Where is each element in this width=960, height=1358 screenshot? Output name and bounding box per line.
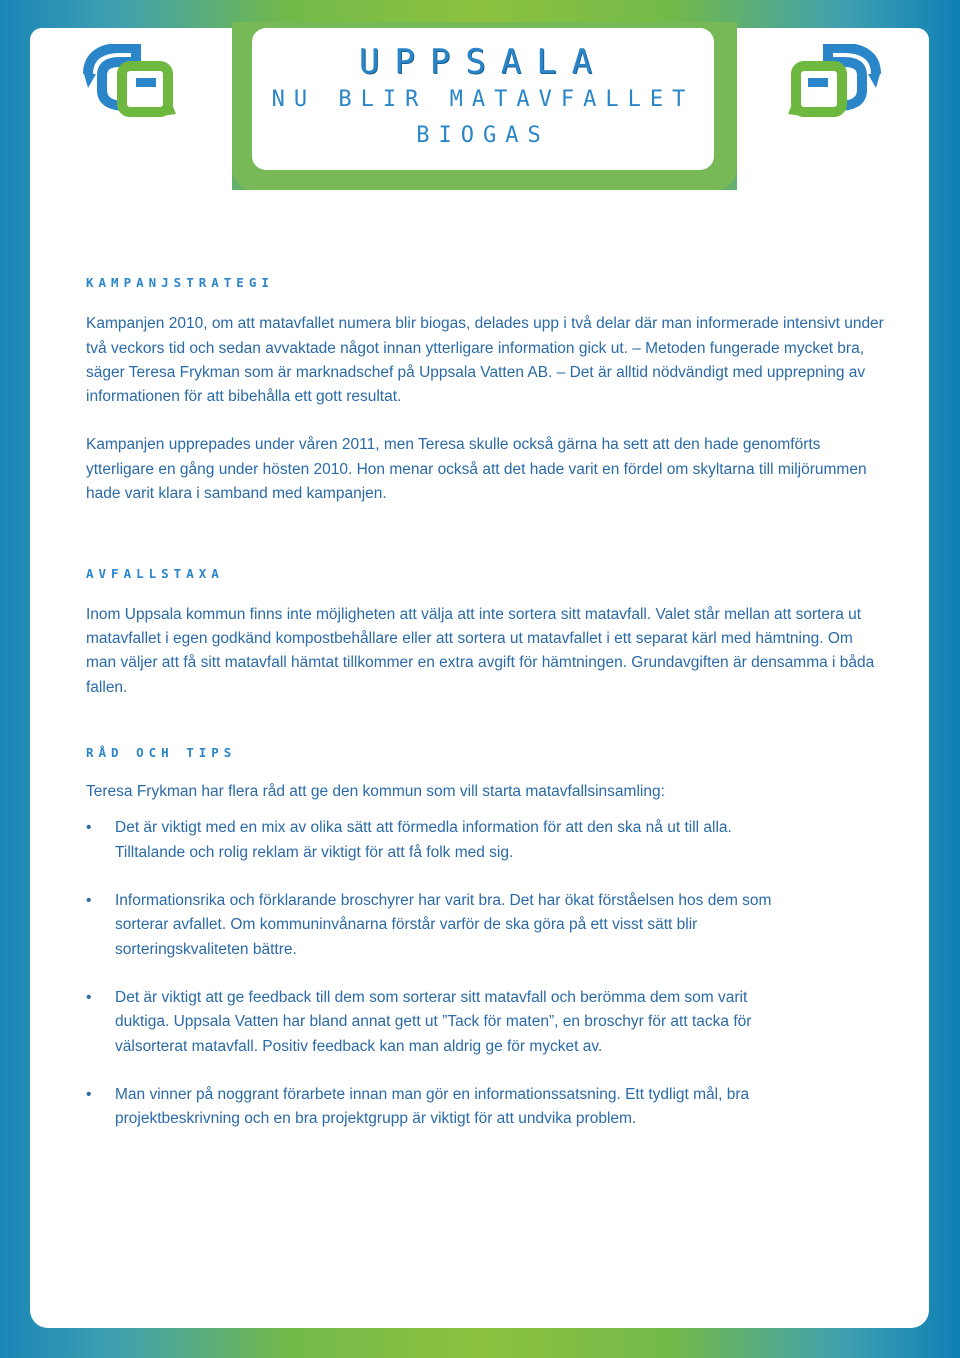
section-heading-kampanjstrategi: KAMPANJSTRATEGI (86, 275, 274, 290)
list-item-text: Informationsrika och förklarande broschyrer har varit bra. Det har ökat förståelsen hos dem som sorterar avfallet. Om kommuninvånarna förstår varför de ska göra på ett visst sätt blir sorteringskvaliteten bättre. (115, 892, 772, 958)
list-item (86, 816, 776, 865)
list-item-text: Man vinner på noggrant förarbete innan man gör en informationssatsning. Ett tydligt mål, bra projektbeskrivning och en bra projektgrupp är viktigt för att undvika problem. (115, 1085, 750, 1128)
kampanj-paragraph-2: Kampanjen upprepades under våren 2011, men Teresa skulle också gärna ha sett att den hade genomförts ytterligare en gång under hösten 2010. Hon menar också att det hade varit en fördel om skyltarna till miljörummen hade varit klara i samband med kampanjen. (86, 436, 867, 503)
title-box (252, 28, 714, 170)
page-title: UPPSALA (358, 42, 608, 82)
tips-intro: Teresa Frykman har flera råd att ge den kommun som vill starta matavfallsinsamling: (86, 783, 665, 801)
bullet-icon: • (86, 819, 92, 837)
page-subtitle-line1: NU BLIR MATAVFALLET (271, 87, 695, 112)
list-item (86, 1083, 776, 1132)
bullet-icon: • (86, 1085, 92, 1103)
avfallstaxa-paragraph: Inom Uppsala kommun finns inte möjligheten att välja att inte sortera sitt matavfall. Valet står mellan att sortera ut matavfallet i egen godkänd kompostbehållare eller att sortera ut matavfallet i ett separat kärl med hämtning. Om man väljer att få sitt matavfall hämtat tillkommer en extra avgift för hämtningen. Grundavgiften är densamma i båda fallen. (86, 605, 875, 696)
list-item (86, 986, 776, 1059)
list-item-text: Det är viktigt att ge feedback till dem som sorterar sitt matavfall och berömma dem som varit duktiga. Uppsala Vatten har bland annat gett ut ”Tack för maten”, en broschyr för att tacka för välsorterat matavfall. Positiv feedback kan man aldrig ge för mycket av. (115, 988, 752, 1055)
list-item (86, 889, 776, 962)
kampanj-paragraph-1: Kampanjen 2010, om att matavfallet numera blir biogas, delades upp i två delar där man informerade intensivt under två veckors tid och sedan avvaktade något innan ytterligare information gick ut. – Metoden fungerade mycket bra, säger Teresa Frykman som är marknadschef på Uppsala Vatten AB. – Det är alltid nödvändigt med upprepning av informationen för att bibehålla ett gott resultat. (86, 315, 884, 406)
tips-list (86, 816, 776, 1131)
article-content (86, 268, 886, 1155)
page-subtitle-line2: BIOGAS (416, 123, 550, 148)
section-heading-rad-och-tips: RÅD OCH TIPS (86, 744, 237, 760)
recycle-loop-logo-icon (786, 44, 882, 120)
section-heading-avfallstaxa: AVFALLSTAXA (86, 566, 224, 582)
recycle-loop-logo-icon (82, 44, 178, 120)
bullet-icon: • (86, 988, 92, 1006)
list-item-text: Det är viktigt med en mix av olika sätt att förmedla information för att den ska nå ut till alla. Tilltalande och rolig reklam är viktigt för att få folk med sig. (115, 819, 732, 861)
bullet-icon: • (86, 892, 92, 910)
